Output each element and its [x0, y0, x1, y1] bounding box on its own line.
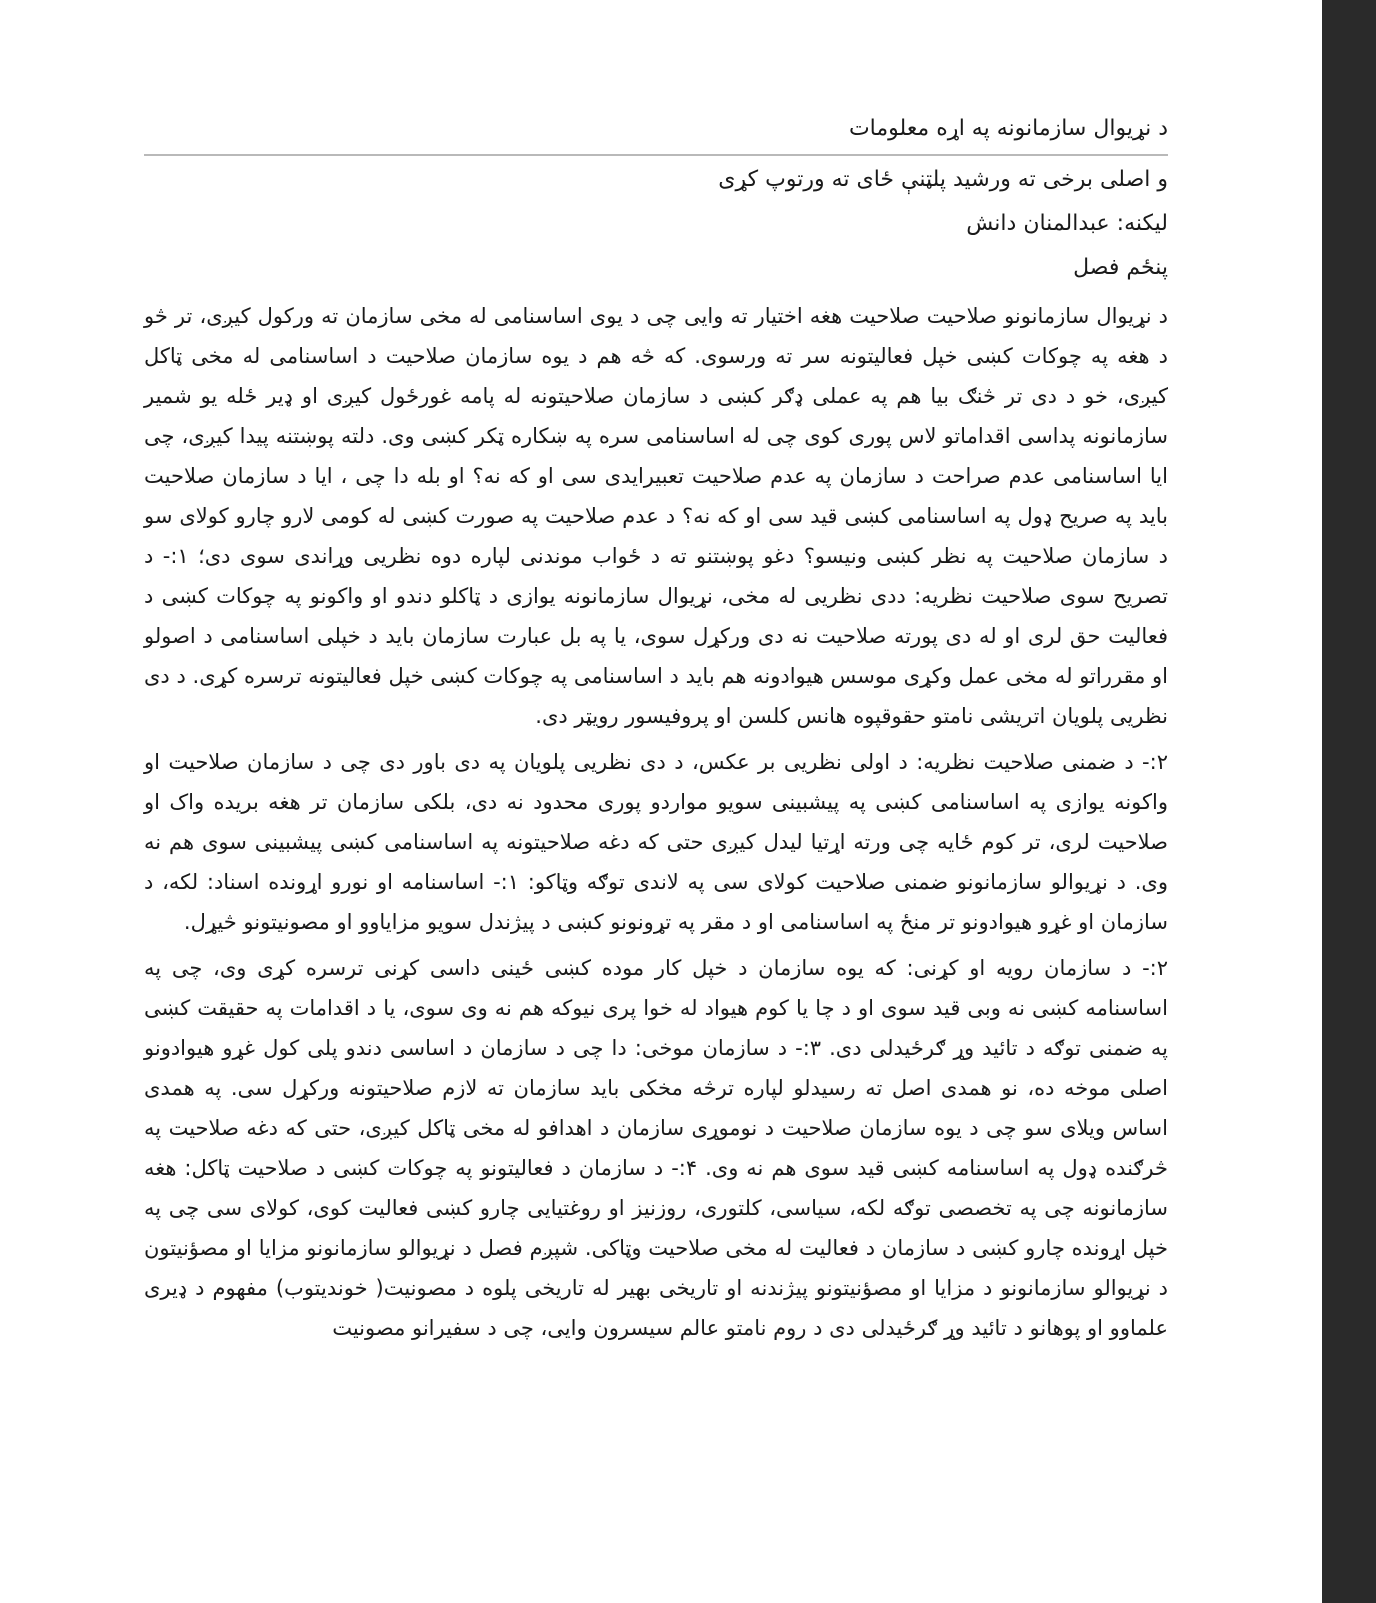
chapter-heading: پنځم فصل	[1073, 255, 1168, 280]
author-line: لیکنه: عبدالمنان دانش	[966, 211, 1168, 236]
body-paragraph: ۲:- د سازمان رویه او کړنی: که یوه سازمان د خپل کار موده کښی ځینی داسی کړنی ترسره کړی وی، چی په اساسنامه کښی نه وبی قید سوی او د چا یا کوم هیواد له خوا پری نیوکه هم نه وی سوی، یا د اقدامات په حقیقت کښی په ضمنی توګه د تائید وړ ګرځیدلی دی. ۳:- د سازمان موخی: دا چی د سازمان د اساسی دندو پلی کول غړو هیوادونو اصلی موخه ده، نو همدی اصل ته رسیدلو لپاره ترڅه مخکی باید سازمان ته لازم صلاحیتونه ورکړل سی. په همدی اساس ویلای سو چی د یوه سازمان صلاحیت د نوموړی سازمان د اهدافو له مخی ټاکل کیږی، حتی که دغه صلاحیت په څرګنده ډول په اساسنامه کښی قید سوی هم نه وی. ۴:- د سازمان د فعالیتونو په چوکات کښی د صلاحیت ټاکل: هغه سازمانونه چی په تخصصی توګه لکه، سیاسی، کلتوری، روزنیز او روغتیایی چارو کښی فعالیت کوی، کولای سی چی په خپل اړونده چارو کښی د سازمان د فعالیت له مخی صلاحیت وټاکی. شپږم فصل د نړیوالو سازمانونو مزایا او مصؤنیتون د نړیوالو سازمانونو د مزایا او مصؤنیتونو پیژندنه او تاریخی بهیر له تاریخی پلوه د مصونیت( خوندیتوب) مفهوم د ډیری علماوو او پوهانو د تائید وړ ګرځیدلی دی د روم نامتو عالم سیسرون وایی، چی د سفیرانو مصونیت	[144, 956, 1169, 1340]
body-paragraph: د نړیوال سازمانونو صلاحیت صلاحیت هغه اختیار ته وایی چی د یوی اساسنامی له مخی سازمان ته ورکول کیږی، تر څو د هغه په چوکات کښی خپل فعالیتونه سر ته ورسوی. که څه هم د یوه سازمان صلاحیت د اساسنامی له مخی ټاکل کیږی، خو د دی تر څنګ بیا هم په عملی ډګر کښی د سازمان صلاحیتونه له پامه غورځول کیږی او ډیر ځله یو شمیر سازمانونه پداسی اقداماتو لاس پوری کوی چی له اساسنامی سره په ښکاره ټکر کښی وی. دلته پوښتنه پیدا کیږی، چی ایا اساسنامی عدم صراحت د سازمان په عدم صلاحیت تعبیرایدی سی او که نه؟ او بله دا چی ، ایا د سازمان صلاحیت باید په صریح ډول په اساسنامی کښی قید سی او که نه؟ د عدم صلاحیت په صورت کښی له کومی لارو چارو کولای سو د سازمان صلاحیت په نظر کښی ونیسو؟ دغو پوښتنو ته د ځواب موندنی لپاره دوه نظریی وړاندی سوی دی؛ ۱:- د تصریح سوی صلاحیت نظریه: ددی نظریی له مخی، نړیوال سازمانونه یوازی د ټاکلو دندو او واکونو په چوکات کښی د فعالیت حق لری او له دی پورته صلاحیت نه دی ورکړل سوی، یا په بل عبارت سازمان باید د خپلی اساسنامی د اصولو او مقرراتو له مخی عمل وکړی موسس هیوادونه هم باید د اساسنامی په چوکات کښی خپل فعالیتونه ترسره کړی. د دی نظریی پلویان اتریشی نامتو حقوقپوه هانس کلسن او پروفیسور رویټر دی.	[144, 304, 1169, 728]
document-content	[144, 110, 1168, 1354]
viewer-side-panel	[1322, 0, 1376, 1603]
document-subtitle-link[interactable]: و اصلی برخی ته ورشید پلټنې ځای ته ورتوپ کړی	[718, 167, 1168, 192]
body-paragraph: ۲:- د ضمنی صلاحیت نظریه: د اولی نظریی بر عکس، د دی نظریی پلویان په دی باور دی چی د سازمان صلاحیت او واکونه یوازی په اساسنامی کښی په پیشبینی سویو مواردو پوری محدود نه دی، بلکی سازمان تر هغه بریده واک او صلاحیت لری، تر کوم ځایه چی ورته اړتیا لیدل کیږی حتی که دغه صلاحیتونه په اساسنامی کښی پیشبینی سوی هم نه وی. د نړیوالو سازمانونو ضمنی صلاحیت کولای سی په لاندی توګه وټاکو: ۱:- اساسنامه او نورو اړونده اسناد: لکه، د سازمان او غړو هیوادونو تر منځ په اساسنامی او د مقر په تړونونو کښی د پیژندل سویو مزایاوو او مصونیتونو څیړل.	[144, 750, 1168, 934]
document-title: د نړیوال سازمانونه په اړه معلومات	[144, 110, 1168, 156]
